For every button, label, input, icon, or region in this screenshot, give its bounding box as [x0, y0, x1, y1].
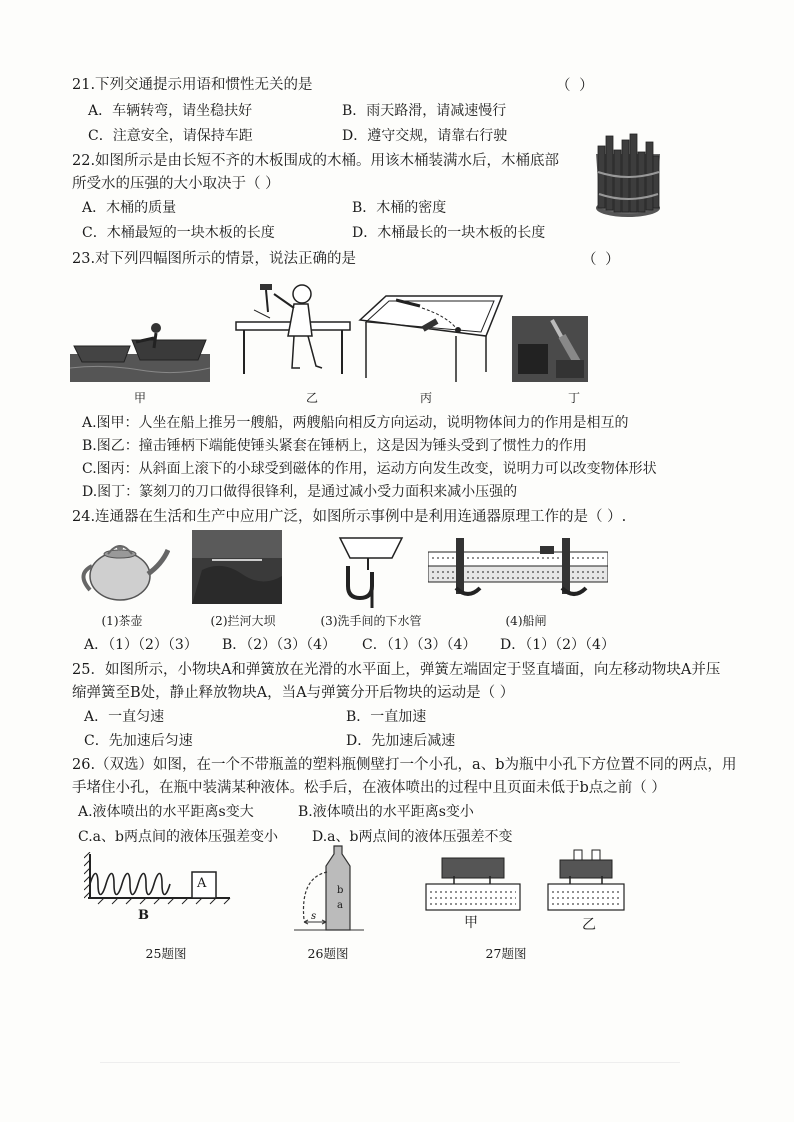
figure-26-label-a: a [337, 900, 343, 911]
q22-option-b: B．木桶的密度 [352, 200, 447, 216]
q21-stem: 21.下列交通提示用语和惯性无关的是 [72, 77, 313, 93]
figure-ship-lock [428, 534, 608, 604]
q24-option-d: D．（1）（2）（4） [500, 637, 615, 653]
figure-25-label-a: A [197, 876, 207, 891]
q24-option-c: C．（1）（3）（4） [362, 637, 477, 653]
q21-answer-paren: （ ） [556, 78, 596, 94]
figure-27-yi [546, 848, 626, 912]
figure-27-caption: 27题图 [485, 946, 527, 961]
figure-ding-carving [512, 316, 588, 382]
q22-stem-line2: 所受水的压强的大小取决于（ ） [72, 176, 280, 192]
scan-artifact-line [100, 1062, 680, 1063]
caption-teapot: (1)茶壶 [101, 614, 143, 628]
figure-27-label-jia: 甲 [464, 915, 478, 931]
q21-option-a: A．车辆转弯，请坐稳扶好 [88, 103, 253, 119]
q23-stem: 23.对下列四幅图所示的情景，说法正确的是 [72, 251, 357, 267]
caption-yi: 乙 [305, 391, 318, 405]
q23-option-b: B.图乙：撞击锤柄下端能使锤头紧套在锤柄上，这是因为锤头受到了惯性力的作用 [82, 438, 587, 454]
caption-jia: 甲 [133, 391, 146, 405]
figure-sink-drain [336, 532, 406, 608]
q25-option-a: A．一直匀速 [84, 709, 165, 725]
q23-option-a: A.图甲：人坐在船上推另一艘船，两艘船向相反方向运动，说明物体间力的作用是相互的 [82, 415, 629, 431]
figure-teapot [74, 534, 170, 604]
q25-stem-line1: 25．如图所示，小物块A和弹簧放在光滑的水平面上，弹簧左端固定于竖直墙面，向左移动物块A并压 [72, 662, 721, 678]
q23-option-d: D.图丁：篆刻刀的刀口做得很锋利，是通过减小受力面积来减小压强的 [82, 484, 518, 500]
q26-option-a: A.液体喷出的水平距离s变大 [78, 804, 254, 820]
q24-stem: 24.连通器在生活和生产中应用广泛，如图所示事例中是利用连通器原理工作的是（ ）. [72, 509, 627, 525]
q25-option-c: C．先加速后匀速 [84, 733, 193, 749]
q23-option-c: C.图丙：从斜面上滚下的小球受到磁体的作用，运动方向发生改变，说明力可以改变物体形状 [82, 461, 657, 477]
caption-bing: 丙 [419, 391, 432, 405]
q24-option-a: A．（1）（2）（3） [84, 637, 198, 653]
caption-ship-lock: (4)船闸 [505, 614, 547, 628]
q26-option-b: B.液体喷出的水平距离s变小 [298, 804, 474, 820]
q25-option-b: B．一直加速 [346, 709, 427, 725]
figure-25-label-b: B [138, 908, 149, 923]
figure-bing-table [356, 292, 506, 384]
barrel-figure [588, 132, 668, 220]
figure-yi-hammer [234, 276, 354, 380]
q22-option-a: A．木桶的质量 [82, 200, 177, 216]
figure-26-caption: 26题图 [307, 946, 349, 961]
q22-option-d: D．木桶最长的一块木板的长度 [352, 225, 546, 241]
q26-stem-line2: 手堵住小孔，在瓶中装满某种液体。松手后，在液体喷出的过程中且页面未低于b点之前（ ） [72, 780, 666, 796]
q25-option-d: D．先加速后减速 [346, 733, 456, 749]
q23-answer-paren: （ ） [582, 252, 622, 268]
figure-27-label-yi: 乙 [582, 917, 596, 933]
q26-stem-line1: 26.（双选）如图，在一个不带瓶盖的塑料瓶侧壁打一个小孔，a、b为瓶中小孔下方位置不同的两点，用 [72, 757, 737, 773]
figure-dam [192, 530, 282, 604]
q22-stem-line1: 22.如图所示是由长短不齐的木板围成的木桶。用该木桶装满水后，木桶底部 [72, 153, 560, 169]
figure-25-spring-block [84, 852, 234, 906]
q24-option-b: B．（2）（3）（4） [222, 637, 337, 653]
figure-27-jia [424, 854, 522, 912]
figure-26-bottle [294, 844, 364, 934]
q26-option-d: D.a、b两点间的液体压强差不变 [312, 829, 513, 845]
q25-stem-line2: 缩弹簧至B处，静止释放物块A，当A与弹簧分开后物块的运动是（ ） [72, 685, 515, 701]
q26-option-c: C.a、b两点间的液体压强差变小 [78, 829, 278, 845]
figure-jia-boats [70, 318, 210, 382]
q21-option-d: D．遵守交规，请靠右行驶 [342, 128, 508, 144]
figure-26-label-b: b [337, 885, 344, 896]
caption-sink-drain: (3)洗手间的下水管 [320, 614, 422, 628]
figure-25-caption: 25题图 [145, 946, 187, 961]
figure-26-label-s: s [311, 911, 317, 922]
q21-option-c: C．注意安全，请保持车距 [88, 128, 253, 144]
q21-option-b: B．雨天路滑，请减速慢行 [342, 103, 507, 119]
q22-option-c: C．木桶最短的一块木板的长度 [82, 225, 275, 241]
caption-ding: 丁 [567, 391, 580, 405]
caption-dam: (2)拦河大坝 [210, 614, 276, 628]
